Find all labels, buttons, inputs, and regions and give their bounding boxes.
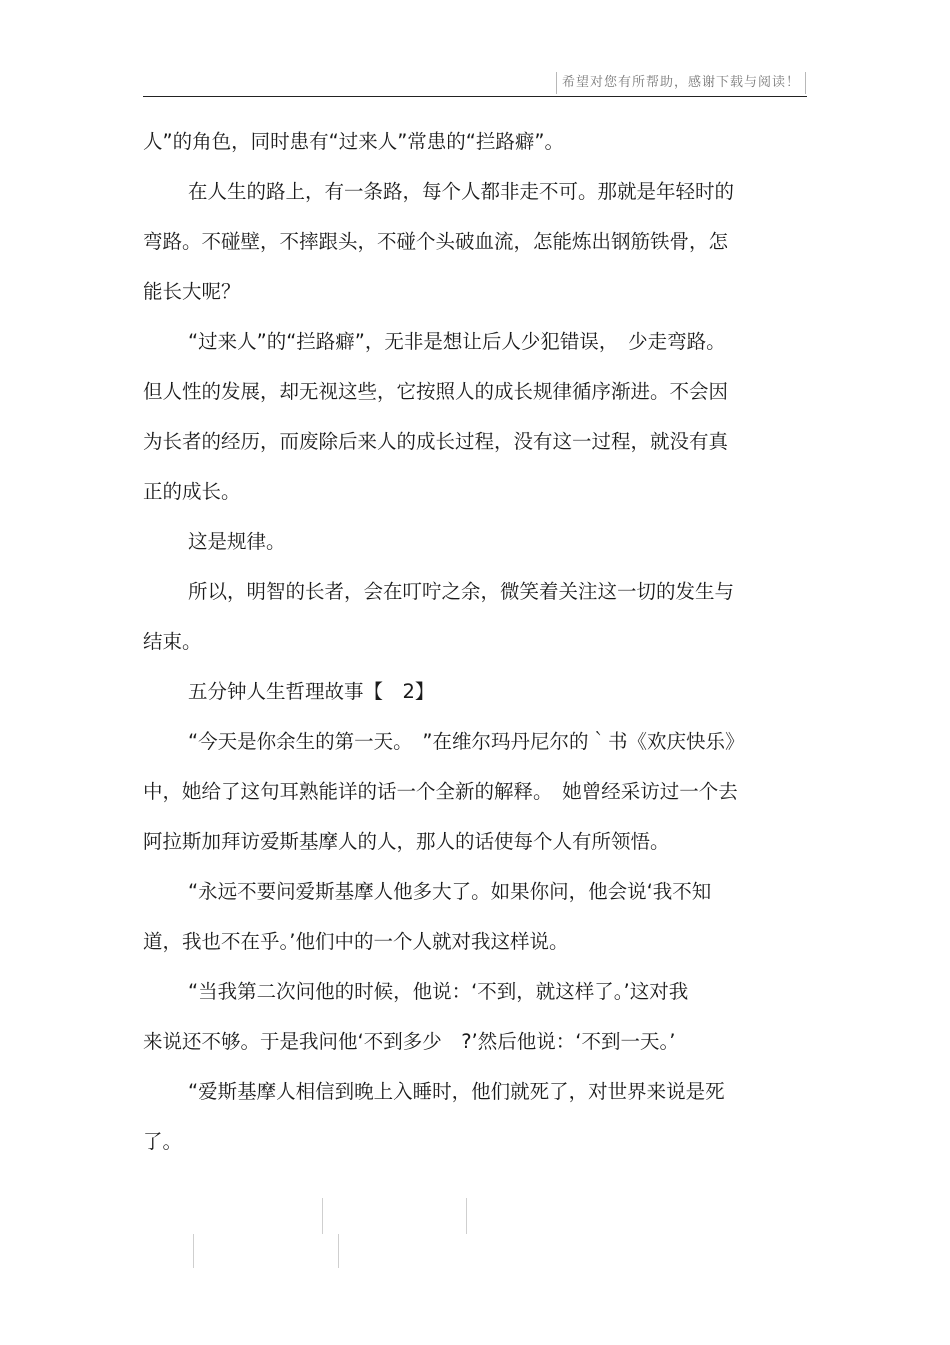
text-line: 能长大呢？ [143,280,241,303]
text-line: 中，她给了这句耳熟能详的话一个全新的解释。 她曾经采访过一个去 [143,780,738,803]
text-line: 阿拉斯加拜访爱斯基摩人的人，那人的话使每个人有所领悟。 [143,830,670,853]
header-rule [143,96,807,97]
scan-artifact-line [322,1198,323,1234]
text-line: 道，我也不在乎。’他们中的一个人就对我这样说。 [143,930,569,953]
text-line: “爱斯基摩人相信到晚上入睡时，他们就死了，对世界来说是死 [188,1080,725,1103]
text-line: “今天是你余生的第一天。 ”在维尔玛丹尼尔的｀书《欢庆快乐》 [188,730,745,753]
scan-artifact-line [338,1234,339,1268]
text-line: 人”的角色，同时患有“过来人”常患的“拦路癖”。 [143,130,565,153]
text-line: 弯路。不碰壁，不摔跟头，不碰个头破血流，怎能炼出钢筋铁骨，怎 [143,230,729,253]
text-line: 了。 [143,1130,183,1153]
text-line: 结束。 [143,630,202,653]
document-body [143,117,803,1167]
text-line: 在人生的路上，有一条路，每个人都非走不可。那就是年轻时的 [188,180,735,203]
text-line: 来说还不够。于是我问他‘不到多少 ?’然后他说：‘不到一天。’ [143,1030,676,1053]
scan-artifact-line [193,1234,194,1268]
scan-artifact-line [466,1198,467,1234]
text-line: “过来人”的“拦路癖”，无非是想让后人少犯错误， 少走弯路。 [188,330,726,353]
text-line: 所以，明智的长者，会在叮咛之余，微笑着关注这一切的发生与 [188,580,735,603]
text-line: 但人性的发展，却无视这些，它按照人的成长规律循序渐进。不会因 [143,380,729,403]
text-line: “当我第二次问他的时候，他说：‘不到，就这样了。’这对我 [188,980,689,1003]
text-line: 正的成长。 [143,480,241,503]
text-line: 这是规律。 [188,530,286,553]
text-line: “永远不要问爱斯基摩人他多大了。如果你问，他会说‘我不知 [188,880,712,903]
header-note: 希望对您有所帮助，感谢下载与阅读！ [556,72,806,94]
section-title: 五分钟人生哲理故事【 2】 [188,680,435,703]
text-line: 为长者的经历，而废除后来人的成长过程，没有这一过程，就没有真 [143,430,729,453]
